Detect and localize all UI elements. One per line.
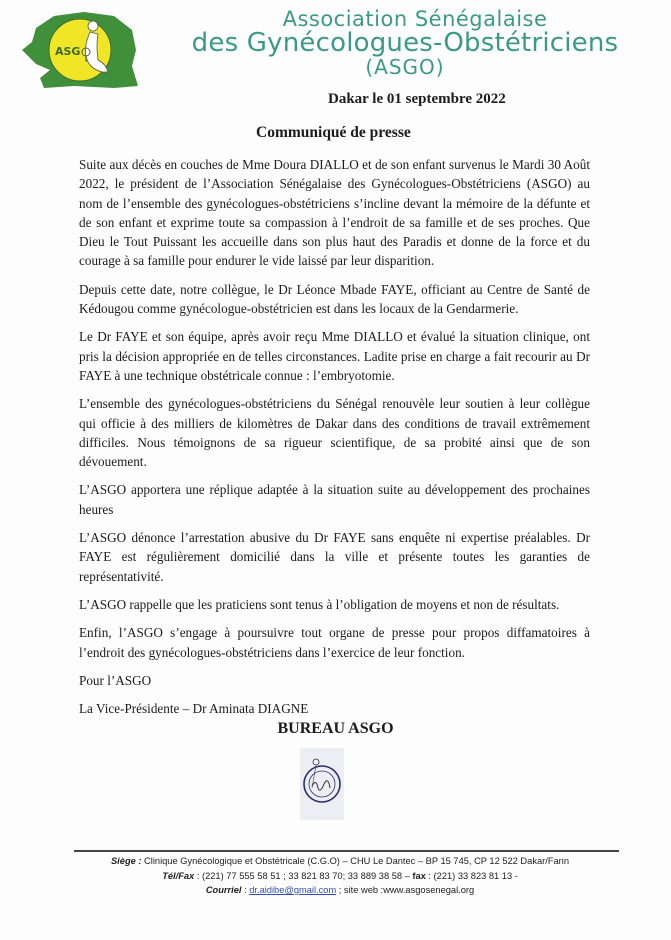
paragraph-detention: Depuis cette date, notre collègue, le Dr Léonce Mbade FAYE, officiant au Centre de Santé de Kédougou comme gynécologue-obstétricien est dans les locaux de la Gendarmerie. (79, 281, 590, 317)
svg-text:ASG: ASG (55, 45, 81, 58)
siege-text: Clinique Gynécologique et Obstétricale (C.G.O) – CHU Le Dantec – BP 15 745, CP 12 522 Dakar/Fann (141, 856, 570, 866)
organization-name (150, 8, 660, 78)
footer-address (60, 854, 620, 869)
paragraph-legal-action: Enfin, l’ASGO s’engage à poursuivre tout organe de presse pour propos diffamatoires à l’endroit des gynécologues-obstétriciens dans l’exercice de leur fonction. (79, 625, 590, 660)
document-title: Communiqué de presse (256, 124, 411, 141)
signature-block (0, 720, 671, 738)
paragraph-response: L’ASGO apportera une réplique adaptée à la situation suite au développement des prochaines heures (79, 482, 590, 517)
email-label: Courriel (205, 885, 242, 895)
closing-for-asgo: Pour l’ASGO (79, 672, 152, 688)
signatory: La Vice-Présidente – Dr Aminata DIAGNE (79, 701, 309, 717)
paragraph-clinical-decision: Le Dr FAYE et son équipe, après avoir reçu Mme DIALLO et évalué la situation clinique, ont pris la décision appropriée en de telles circonstances. Ladite prise en charge a fait recourir au Dr FAYE à une technique obstétricale connue : l’embryotomie. (79, 329, 590, 383)
asgo-logo-icon (14, 6, 149, 94)
siege-label: Siège : (110, 856, 142, 866)
press-release-body (79, 155, 590, 727)
paragraph-condolences: Suite aux décès en couches de Mme Doura DIALLO et de son enfant survenus le Mardi 30 Août 2022, le président de l’Association Sénégalaise des Gynécologues-Obstétriciens (ASGO) au nom de l’ensemble des gynécologues-obstétriciens s’incline devant la mémoire de la défunte et de son enfant et exprime toute sa compassion à l’endroit de sa famille et de ses proches. Que Dieu le Tout Puissant les accueille dans son plus haut des Paradis et donne de la force et du courage à sa famille pour endurer le vide laissé par leur disparition. (79, 157, 590, 269)
tel-text: : (221) 77 555 58 51 ; 33 821 83 70; 33 889 38 58 – (194, 870, 413, 881)
website-text: ; site web :www.asgosenegal.org (336, 885, 475, 895)
org-name-line2: des Gynécologues-Obstétriciens (191, 28, 619, 59)
footer-contact (60, 854, 620, 898)
fax-label: fax (412, 870, 426, 881)
fax-text: : (221) 33 823 81 13 - (425, 870, 518, 881)
tel-label: Tél/Fax (162, 870, 195, 881)
stamp-icon (300, 748, 344, 820)
document-date: Dakar le 01 septembre 2022 (328, 91, 506, 107)
paragraph-obligation: L’ASGO rappelle que les praticiens sont tenus à l’obligation de moyens et non de résultats. (79, 596, 560, 612)
footer-email-web (60, 883, 620, 898)
footer-divider (74, 850, 619, 852)
bureau-label: BUREAU ASGO (277, 720, 394, 737)
paragraph-denunciation: L’ASGO dénonce l’arrestation abusive du Dr FAYE sans enquête ni expertise préalables. Dr FAYE est régulièrement domicilié dans la ville et présente toutes les garanties de représentativité. (79, 530, 590, 584)
org-acronym: (ASGO) (365, 55, 445, 80)
letterhead (0, 0, 671, 95)
paragraph-support: L’ensemble des gynécologues-obstétriciens du Sénégal renouvèle leur soutien à leur collègue qui officie à des milliers de kilomètres de Dakar dans des conditions de travail extrêmement difficiles. Nous témoignons de sa rigueur scientifique, de sa probité ainsi que de son dévouement. (79, 396, 590, 470)
footer-phone (60, 869, 620, 884)
org-name-line1: Association Sénégalaise (282, 7, 548, 31)
email-link[interactable]: dr.aidibe@gmail.com (249, 885, 337, 895)
email-sep: : (241, 885, 250, 895)
